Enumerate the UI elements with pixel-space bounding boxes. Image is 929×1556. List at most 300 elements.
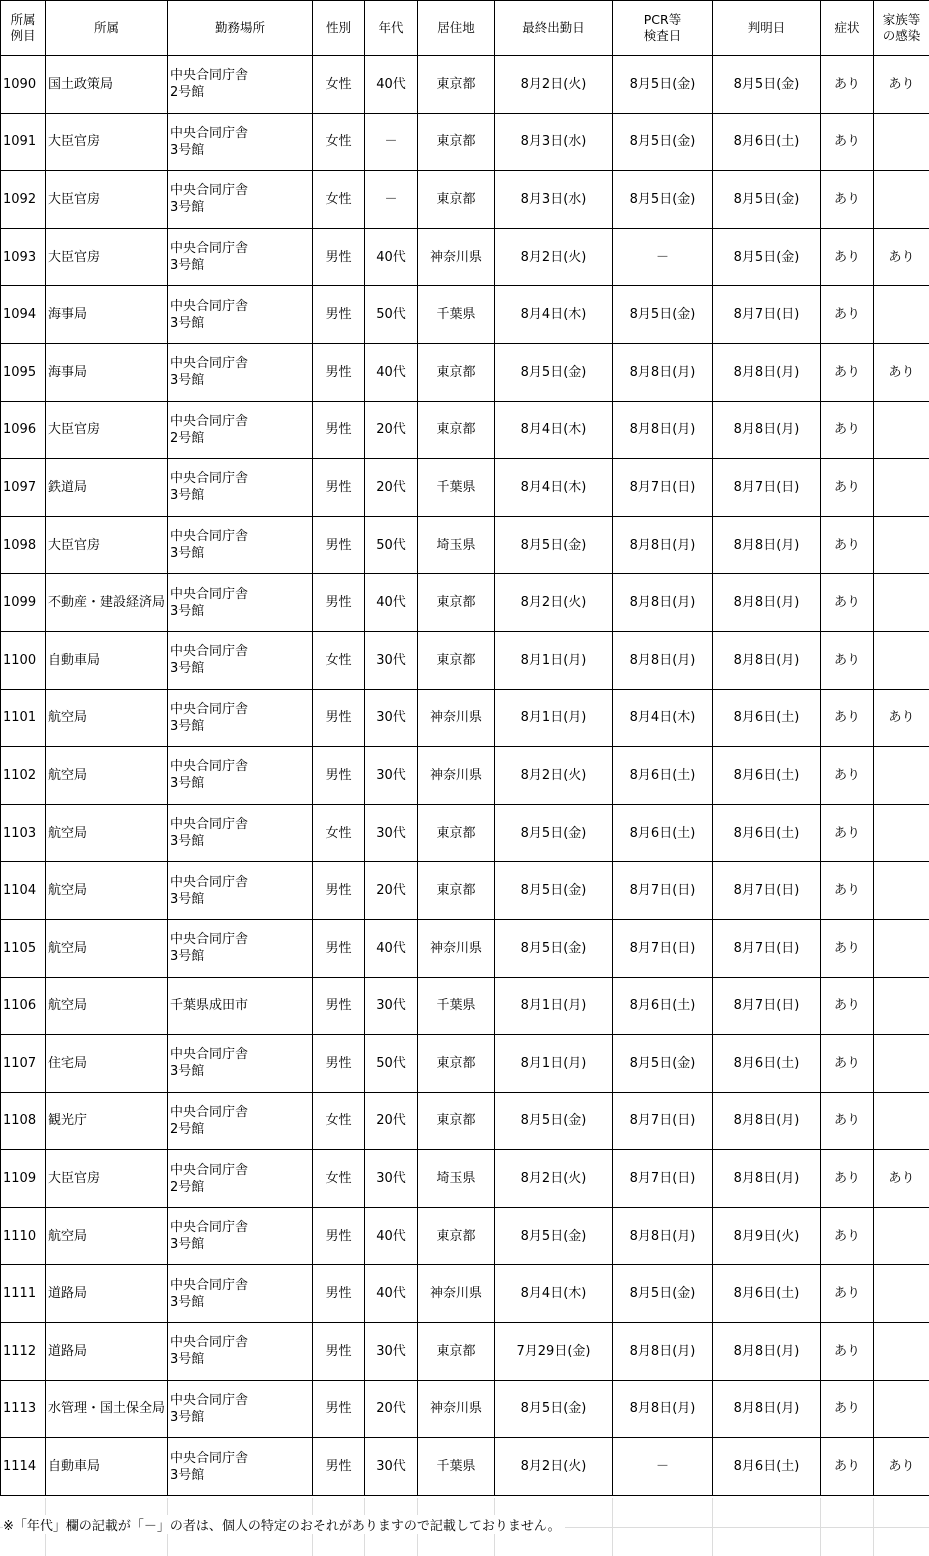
cell-sex: 男性 (313, 689, 365, 747)
cell-pcr: 8月4日(木) (613, 689, 713, 747)
header-family: 家族等 の感染 (874, 1, 929, 56)
cell-symptom: あり (821, 747, 874, 805)
cell-dept: 住宅局 (46, 1035, 168, 1093)
cell-pcr: 8月6日(土) (613, 804, 713, 862)
cell-office: 中央合同庁舎 2号館 (168, 1150, 313, 1208)
table-row (1, 631, 929, 689)
cell-family (874, 862, 929, 920)
cell-sex: 男性 (313, 1438, 365, 1496)
cell-confirmed: 8月8日(月) (713, 1323, 821, 1381)
cell-sex: 男性 (313, 1207, 365, 1265)
cell-confirmed: 8月8日(月) (713, 401, 821, 459)
cell-sex: 男性 (313, 977, 365, 1035)
cell-dept: 航空局 (46, 804, 168, 862)
cell-sex: 男性 (313, 1265, 365, 1323)
cell-age: 50代 (365, 1035, 418, 1093)
cell-pcr: 8月5日(金) (613, 171, 713, 229)
cell-symptom: あり (821, 459, 874, 517)
cell-sex: 女性 (313, 1150, 365, 1208)
table-row (1, 113, 929, 171)
cell-id: 1112 (1, 1323, 46, 1381)
cell-age: 40代 (365, 1265, 418, 1323)
cell-pcr: 8月5日(金) (613, 1265, 713, 1323)
cell-residence: 神奈川県 (418, 1380, 495, 1438)
cell-symptom: あり (821, 343, 874, 401)
cell-age: 30代 (365, 804, 418, 862)
table-row (1, 1092, 929, 1150)
cell-residence: 千葉県 (418, 977, 495, 1035)
cell-last-work: 8月2日(火) (495, 1438, 613, 1496)
cell-confirmed: 8月8日(月) (713, 1380, 821, 1438)
cell-residence: 東京都 (418, 171, 495, 229)
table-row (1, 1265, 929, 1323)
cell-age: － (365, 171, 418, 229)
cell-family (874, 574, 929, 632)
cell-last-work: 8月5日(金) (495, 343, 613, 401)
cell-office: 中央合同庁舎 3号館 (168, 1380, 313, 1438)
cell-last-work: 8月1日(月) (495, 689, 613, 747)
cell-confirmed: 8月6日(土) (713, 1035, 821, 1093)
cell-pcr: 8月8日(月) (613, 516, 713, 574)
cell-dept: 航空局 (46, 919, 168, 977)
table-row (1, 1035, 929, 1093)
cell-confirmed: 8月8日(月) (713, 1150, 821, 1208)
cell-age: 30代 (365, 689, 418, 747)
cell-sex: 男性 (313, 401, 365, 459)
header-last-work: 最終出勤日 (495, 1, 613, 56)
cell-id: 1111 (1, 1265, 46, 1323)
header-age: 年代 (365, 1, 418, 56)
cell-family: あり (874, 343, 929, 401)
cell-id: 1094 (1, 286, 46, 344)
cell-age: 50代 (365, 286, 418, 344)
cell-dept: 大臣官房 (46, 171, 168, 229)
cell-last-work: 7月29日(金) (495, 1323, 613, 1381)
header-confirmed: 判明日 (713, 1, 821, 56)
cell-age: 40代 (365, 343, 418, 401)
cell-sex: 男性 (313, 343, 365, 401)
cell-age: 20代 (365, 862, 418, 920)
cell-age: 50代 (365, 516, 418, 574)
cell-age: 40代 (365, 56, 418, 114)
cell-pcr: 8月8日(月) (613, 1323, 713, 1381)
table-row (1, 459, 929, 517)
cell-last-work: 8月2日(火) (495, 747, 613, 805)
cell-residence: 神奈川県 (418, 689, 495, 747)
cell-id: 1109 (1, 1150, 46, 1208)
cell-office: 中央合同庁舎 3号館 (168, 171, 313, 229)
table-row (1, 747, 929, 805)
cell-confirmed: 8月5日(金) (713, 171, 821, 229)
cell-family: あり (874, 56, 929, 114)
cell-office: 中央合同庁舎 3号館 (168, 862, 313, 920)
header-row (1, 1, 929, 56)
cell-family (874, 919, 929, 977)
cell-last-work: 8月5日(金) (495, 919, 613, 977)
cell-dept: 航空局 (46, 689, 168, 747)
cell-residence: 東京都 (418, 1323, 495, 1381)
table-row (1, 286, 929, 344)
cell-age: 40代 (365, 1207, 418, 1265)
cell-family (874, 1092, 929, 1150)
table-row (1, 804, 929, 862)
cell-residence: 千葉県 (418, 459, 495, 517)
header-id: 所属 例目 (1, 1, 46, 56)
cell-residence: 東京都 (418, 574, 495, 632)
cell-pcr: 8月7日(日) (613, 862, 713, 920)
cell-pcr: 8月6日(土) (613, 977, 713, 1035)
cell-residence: 東京都 (418, 1035, 495, 1093)
cell-age: 20代 (365, 1092, 418, 1150)
cell-office: 中央合同庁舎 3号館 (168, 689, 313, 747)
cell-sex: 男性 (313, 228, 365, 286)
cell-confirmed: 8月6日(土) (713, 689, 821, 747)
cell-family (874, 804, 929, 862)
cell-id: 1106 (1, 977, 46, 1035)
cell-age: 40代 (365, 574, 418, 632)
cell-confirmed: 8月6日(土) (713, 113, 821, 171)
cell-pcr: 8月8日(月) (613, 1207, 713, 1265)
cell-dept: 大臣官房 (46, 516, 168, 574)
cell-dept: 航空局 (46, 1207, 168, 1265)
cell-confirmed: 8月9日(火) (713, 1207, 821, 1265)
cell-last-work: 8月1日(月) (495, 631, 613, 689)
cell-sex: 男性 (313, 286, 365, 344)
cell-confirmed: 8月8日(月) (713, 343, 821, 401)
cell-family: あり (874, 689, 929, 747)
cell-sex: 男性 (313, 919, 365, 977)
cell-family (874, 1380, 929, 1438)
cell-confirmed: 8月7日(日) (713, 977, 821, 1035)
cell-age: 30代 (365, 1438, 418, 1496)
cell-last-work: 8月2日(火) (495, 1150, 613, 1208)
cell-family (874, 1265, 929, 1323)
cell-dept: 海事局 (46, 343, 168, 401)
cell-sex: 男性 (313, 1035, 365, 1093)
cell-pcr: 8月8日(月) (613, 401, 713, 459)
cell-residence: 千葉県 (418, 1438, 495, 1496)
cell-sex: 女性 (313, 113, 365, 171)
cell-last-work: 8月4日(木) (495, 459, 613, 517)
cell-pcr: － (613, 1438, 713, 1496)
cell-residence: 東京都 (418, 1092, 495, 1150)
cell-dept: 大臣官房 (46, 228, 168, 286)
cell-sex: 男性 (313, 459, 365, 517)
cell-id: 1098 (1, 516, 46, 574)
cell-confirmed: 8月8日(月) (713, 631, 821, 689)
cell-office: 中央合同庁舎 3号館 (168, 286, 313, 344)
cell-dept: 国土政策局 (46, 56, 168, 114)
table-row (1, 977, 929, 1035)
cell-pcr: 8月5日(金) (613, 56, 713, 114)
cell-id: 1090 (1, 56, 46, 114)
cell-symptom: あり (821, 574, 874, 632)
cell-office: 中央合同庁舎 3号館 (168, 1265, 313, 1323)
cell-id: 1110 (1, 1207, 46, 1265)
cell-dept: 大臣官房 (46, 1150, 168, 1208)
cell-last-work: 8月5日(金) (495, 1092, 613, 1150)
cell-family: あり (874, 228, 929, 286)
cell-family (874, 171, 929, 229)
cell-symptom: あり (821, 1150, 874, 1208)
cell-symptom: あり (821, 1323, 874, 1381)
cell-last-work: 8月3日(水) (495, 171, 613, 229)
cell-sex: 女性 (313, 1092, 365, 1150)
cell-last-work: 8月5日(金) (495, 1207, 613, 1265)
cell-sex: 男性 (313, 747, 365, 805)
header-pcr: PCR等 検査日 (613, 1, 713, 56)
cell-id: 1093 (1, 228, 46, 286)
cell-pcr: 8月7日(日) (613, 1092, 713, 1150)
table-row (1, 228, 929, 286)
cell-age: 20代 (365, 401, 418, 459)
table-row (1, 862, 929, 920)
cell-office: 中央合同庁舎 3号館 (168, 631, 313, 689)
cell-id: 1105 (1, 919, 46, 977)
cell-office: 中央合同庁舎 3号館 (168, 113, 313, 171)
cell-last-work: 8月2日(火) (495, 574, 613, 632)
cell-office: 千葉県成田市 (168, 977, 313, 1035)
cell-residence: 東京都 (418, 343, 495, 401)
table-row (1, 1380, 929, 1438)
cell-symptom: あり (821, 689, 874, 747)
cell-office: 中央合同庁舎 3号館 (168, 574, 313, 632)
cell-office: 中央合同庁舎 3号館 (168, 228, 313, 286)
cell-dept: 自動車局 (46, 1438, 168, 1496)
cell-dept: 観光庁 (46, 1092, 168, 1150)
cell-confirmed: 8月7日(日) (713, 862, 821, 920)
cell-pcr: 8月8日(月) (613, 343, 713, 401)
cell-id: 1113 (1, 1380, 46, 1438)
header-dept: 所属 (46, 1, 168, 56)
cell-office: 中央合同庁舎 3号館 (168, 747, 313, 805)
cell-office: 中央合同庁舎 3号館 (168, 1323, 313, 1381)
cell-pcr: 8月7日(日) (613, 919, 713, 977)
cell-confirmed: 8月7日(日) (713, 286, 821, 344)
cell-family (874, 977, 929, 1035)
cell-dept: 航空局 (46, 977, 168, 1035)
cell-residence: 埼玉県 (418, 1150, 495, 1208)
cell-residence: 神奈川県 (418, 919, 495, 977)
cell-sex: 女性 (313, 631, 365, 689)
cell-residence: 東京都 (418, 804, 495, 862)
header-residence: 居住地 (418, 1, 495, 56)
cell-pcr: 8月5日(金) (613, 1035, 713, 1093)
cell-symptom: あり (821, 977, 874, 1035)
cell-dept: 鉄道局 (46, 459, 168, 517)
cell-confirmed: 8月6日(土) (713, 1438, 821, 1496)
cell-residence: 神奈川県 (418, 747, 495, 805)
cell-last-work: 8月5日(金) (495, 862, 613, 920)
header-sex: 性別 (313, 1, 365, 56)
table-row (1, 574, 929, 632)
cell-residence: 東京都 (418, 862, 495, 920)
cell-confirmed: 8月7日(日) (713, 459, 821, 517)
table-row (1, 1323, 929, 1381)
cell-symptom: あり (821, 1092, 874, 1150)
cell-id: 1091 (1, 113, 46, 171)
cell-pcr: 8月5日(金) (613, 286, 713, 344)
cell-dept: 道路局 (46, 1323, 168, 1381)
cell-residence: 東京都 (418, 401, 495, 459)
table-row (1, 689, 929, 747)
footnote-text: ※「年代」欄の記載が「－」の者は、個人の特定のおそれがありますので記載しておりません。 (3, 1515, 565, 1534)
cell-sex: 女性 (313, 171, 365, 229)
cell-family (874, 516, 929, 574)
cell-dept: 道路局 (46, 1265, 168, 1323)
cell-last-work: 8月5日(金) (495, 1380, 613, 1438)
cell-sex: 女性 (313, 56, 365, 114)
cell-dept: 不動産・建設経済局 (46, 574, 168, 632)
cell-family (874, 113, 929, 171)
cell-symptom: あり (821, 401, 874, 459)
cell-confirmed: 8月6日(土) (713, 747, 821, 805)
table-row (1, 56, 929, 114)
cell-residence: 埼玉県 (418, 516, 495, 574)
cell-office: 中央合同庁舎 3号館 (168, 1207, 313, 1265)
cell-dept: 海事局 (46, 286, 168, 344)
cell-sex: 男性 (313, 1380, 365, 1438)
header-office: 勤務場所 (168, 1, 313, 56)
cell-pcr: 8月8日(月) (613, 574, 713, 632)
cell-symptom: あり (821, 1380, 874, 1438)
cell-confirmed: 8月8日(月) (713, 1092, 821, 1150)
cell-pcr: 8月7日(日) (613, 459, 713, 517)
cell-residence: 東京都 (418, 113, 495, 171)
cell-office: 中央合同庁舎 2号館 (168, 401, 313, 459)
cell-sex: 男性 (313, 1323, 365, 1381)
cell-symptom: あり (821, 862, 874, 920)
cell-residence: 神奈川県 (418, 1265, 495, 1323)
cell-symptom: あり (821, 919, 874, 977)
cell-dept: 大臣官房 (46, 401, 168, 459)
cell-symptom: あり (821, 1438, 874, 1496)
table-row (1, 343, 929, 401)
cell-last-work: 8月1日(月) (495, 1035, 613, 1093)
cell-family (874, 401, 929, 459)
cell-age: 20代 (365, 1380, 418, 1438)
cell-age: 30代 (365, 1323, 418, 1381)
cell-family: あり (874, 1438, 929, 1496)
cell-last-work: 8月2日(火) (495, 56, 613, 114)
cell-dept: 水管理・国土保全局 (46, 1380, 168, 1438)
cell-age: 30代 (365, 977, 418, 1035)
cell-family: あり (874, 1150, 929, 1208)
cell-confirmed: 8月7日(日) (713, 919, 821, 977)
cell-office: 中央合同庁舎 3号館 (168, 459, 313, 517)
cell-pcr: 8月8日(月) (613, 631, 713, 689)
cell-symptom: あり (821, 56, 874, 114)
table-row (1, 1438, 929, 1496)
cell-office: 中央合同庁舎 3号館 (168, 1438, 313, 1496)
cell-age: － (365, 113, 418, 171)
cell-dept: 大臣官房 (46, 113, 168, 171)
cell-id: 1095 (1, 343, 46, 401)
header-symptom: 症状 (821, 1, 874, 56)
cell-symptom: あり (821, 1207, 874, 1265)
cell-dept: 航空局 (46, 747, 168, 805)
cell-symptom: あり (821, 1035, 874, 1093)
cell-id: 1104 (1, 862, 46, 920)
cell-last-work: 8月4日(木) (495, 401, 613, 459)
cell-dept: 自動車局 (46, 631, 168, 689)
cell-symptom: あり (821, 228, 874, 286)
footnote-area (0, 1498, 929, 1556)
cell-id: 1103 (1, 804, 46, 862)
cell-symptom: あり (821, 1265, 874, 1323)
cell-symptom: あり (821, 286, 874, 344)
cell-id: 1102 (1, 747, 46, 805)
cell-symptom: あり (821, 171, 874, 229)
cell-family (874, 631, 929, 689)
table-row (1, 919, 929, 977)
cell-id: 1099 (1, 574, 46, 632)
cell-residence: 東京都 (418, 1207, 495, 1265)
cell-id: 1092 (1, 171, 46, 229)
cell-id: 1100 (1, 631, 46, 689)
cell-age: 30代 (365, 631, 418, 689)
cell-last-work: 8月1日(月) (495, 977, 613, 1035)
cell-id: 1097 (1, 459, 46, 517)
cell-office: 中央合同庁舎 2号館 (168, 1092, 313, 1150)
cell-symptom: あり (821, 516, 874, 574)
cell-sex: 男性 (313, 516, 365, 574)
cell-last-work: 8月4日(木) (495, 1265, 613, 1323)
cell-id: 1101 (1, 689, 46, 747)
cell-age: 30代 (365, 1150, 418, 1208)
cell-confirmed: 8月5日(金) (713, 228, 821, 286)
cell-id: 1114 (1, 1438, 46, 1496)
table-row (1, 1150, 929, 1208)
cell-residence: 神奈川県 (418, 228, 495, 286)
cell-family (874, 286, 929, 344)
cell-confirmed: 8月8日(月) (713, 574, 821, 632)
cell-id: 1108 (1, 1092, 46, 1150)
table-row (1, 1207, 929, 1265)
cell-symptom: あり (821, 113, 874, 171)
cell-last-work: 8月5日(金) (495, 516, 613, 574)
cell-id: 1096 (1, 401, 46, 459)
cell-sex: 男性 (313, 862, 365, 920)
cell-pcr: － (613, 228, 713, 286)
cell-residence: 東京都 (418, 56, 495, 114)
cell-last-work: 8月5日(金) (495, 804, 613, 862)
cell-dept: 航空局 (46, 862, 168, 920)
cell-age: 40代 (365, 228, 418, 286)
cell-pcr: 8月6日(土) (613, 747, 713, 805)
table-row (1, 401, 929, 459)
cell-office: 中央合同庁舎 2号館 (168, 56, 313, 114)
cell-family (874, 459, 929, 517)
cell-office: 中央合同庁舎 3号館 (168, 804, 313, 862)
cell-residence: 千葉県 (418, 286, 495, 344)
cell-confirmed: 8月8日(月) (713, 516, 821, 574)
cell-family (874, 1207, 929, 1265)
cell-id: 1107 (1, 1035, 46, 1093)
cell-residence: 東京都 (418, 631, 495, 689)
cell-office: 中央合同庁舎 3号館 (168, 919, 313, 977)
cell-symptom: あり (821, 804, 874, 862)
cell-family (874, 1035, 929, 1093)
table-row (1, 171, 929, 229)
cell-confirmed: 8月6日(土) (713, 1265, 821, 1323)
cell-symptom: あり (821, 631, 874, 689)
cell-sex: 男性 (313, 574, 365, 632)
cell-pcr: 8月5日(金) (613, 113, 713, 171)
table-row (1, 516, 929, 574)
cell-sex: 女性 (313, 804, 365, 862)
cell-age: 20代 (365, 459, 418, 517)
